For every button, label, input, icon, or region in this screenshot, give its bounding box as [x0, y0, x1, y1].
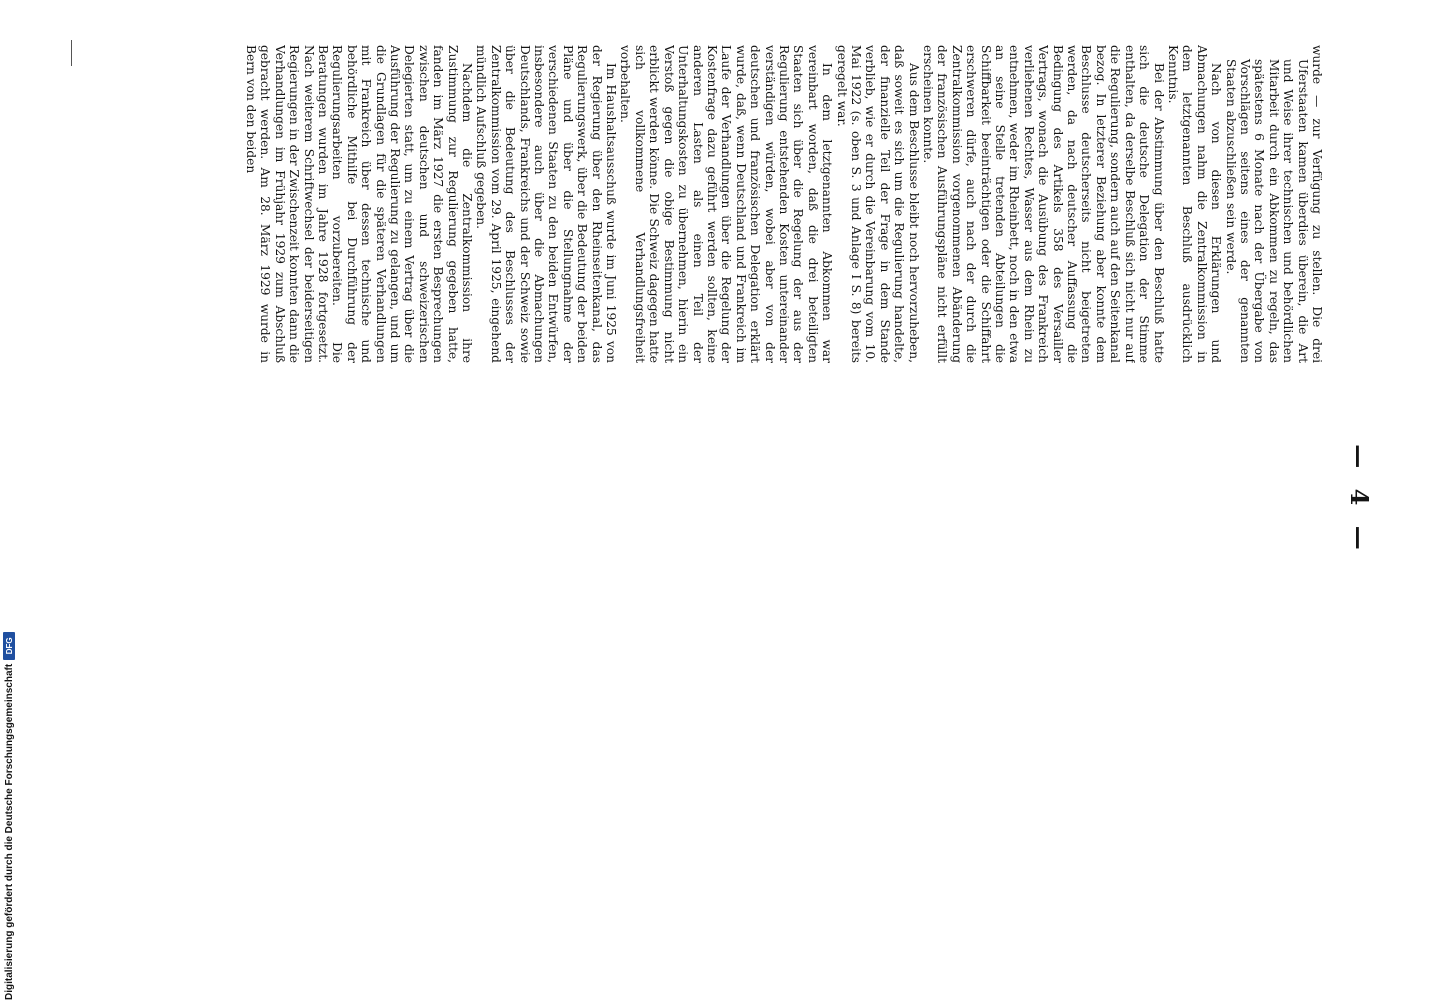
digitization-notice — [0, 0, 18, 1000]
digitization-notice-text: Digitalisierung gefördert durch die Deutsche Forschungsgemeinschaft — [3, 663, 15, 1000]
left-column-paragraph: Bei der Abstimmung über den Beschluß hatte sich die deutsche Delegation der Stimme enthalten, da derselbe Beschluß sich nicht nur auf die Regulierung, sondern auch auf den Seitenkanal bezog. In letzterer Beziehung aber konnte dem Beschlusse deutscherseits nicht beigetreten werden, da nach deutscher Auffassung die Bedingung des Artikels 358 des Versailler Vertrags, wonach die Ausübung des Frankreich verliehenen Rechtes, Wasser aus dem Rhein zu entnehmen, weder im Rheinbett, noch in den etwa an seine Stelle tretenden Abteilungen die Schiffbarkeit beeinträchtigen oder die Schiffahrt erschweren dürfe, auch nach der durch die Zentralkommission vorgenommenen Abänderung der französischen Ausführungspläne nicht erfüllt erscheinen konnte. — [921, 45, 1166, 363]
left-column-paragraph: Nachdem die Zentralkommission ihre Zustimmung zur Regulierung gegeben hatte, fanden im März 1927 die ersten Besprechungen zwischen deutschen und schweizerischen Delegierten statt, um zu einem Vertrag über die Ausführung der Regulierung zu gelangen, und um die Grundlagen für die späteren Verhandlungen mit Frankreich über dessen technische und behördliche Mithilfe bei Durchführung der Regulierungsarbeiten vorzubereiten. Die Beratungen wurden im Jahre 1928 fortgesetzt. Nach weiterem Schriftwechsel der beiderseitigen Regierungen in der Zwischenzeit konnten dann die Verhandlungen im Frühjahr 1929 zum Abschluß gebracht werden. Am 28. März 1929 wurde in Bern von den beiden — [243, 45, 475, 363]
dfg-logo: DFG — [3, 632, 15, 660]
left-column-paragraph: Nach von diesen Erklärungen und Abmachungen nahm die Zentralkommission in dem letztgenannten Beschluß ausdrücklich Kenntnis. — [1165, 45, 1224, 363]
left-column-paragraph: Im Haushaltsausschuß wurde im Juni 1925 von der Regierung über den Rheinseitenkanal, das Regulierungswerk, über die Bedeutung der beiden Pläne und über die Stellungnahme der verschiedenen Staaten zu den beiden Entwürfen, insbesondere auch über die Abmachungen Deutschlands, Frankreichs und der Schweiz sowie über die Bedeutung des Beschlusses der Zentralkommission vom 29. April 1925, eingehend mündlich Aufschluß gegeben. — [474, 45, 619, 363]
left-column — [14, 45, 1324, 363]
margin-rule — [71, 40, 72, 66]
page-number: — 4 — — [1345, 444, 1374, 556]
left-column-paragraph: wurde — zur Verfügung zu stellen. Die drei Uferstaaten kamen überdies überein, die Art und Weise ihrer technischen und behördlichen Mitarbeit durch ein Abkommen zu regeln, das spätestens 6 Monate nach der Übergabe von Vorschlägen seitens eines der genannten Staaten abzuschließen sein werde. — [1223, 45, 1324, 363]
left-column-paragraph: In dem letztgenannten Abkommen war vereinbart worden, daß die drei beteiligten Staaten sich über die Regelung der aus der Regulierung entstehenden Kosten untereinander verständigen würden, wobei aber von der deutschen und französischen Delegation erklärt wurde, daß, wenn Deutschland und Frankreich im Laufe der Verhandlungen über die Regelung der Kostenfrage dazu geführt werden sollten, keine anderen Lasten als einen Teil der Unterhaltungskosten zu übernehmen, hierin ein Verstoß gegen die obige Bestimmung nicht erblickt werden könne. Die Schweiz dagegen hatte sich vollkommene Verhandlungsfreiheit vorbehalten. — [618, 45, 835, 363]
left-column-paragraph: Aus dem Beschlusse bleibt noch hervorzuheben, daß soweit es sich um die Regulierung handelte, der finanzielle Teil der Frage in dem Stande verblieb, wie er durch die Vereinbarung vom 10. Mai 1922 (s. oben S. 3 und Anlage I S. 8) bereits geregelt war. — [834, 45, 921, 363]
